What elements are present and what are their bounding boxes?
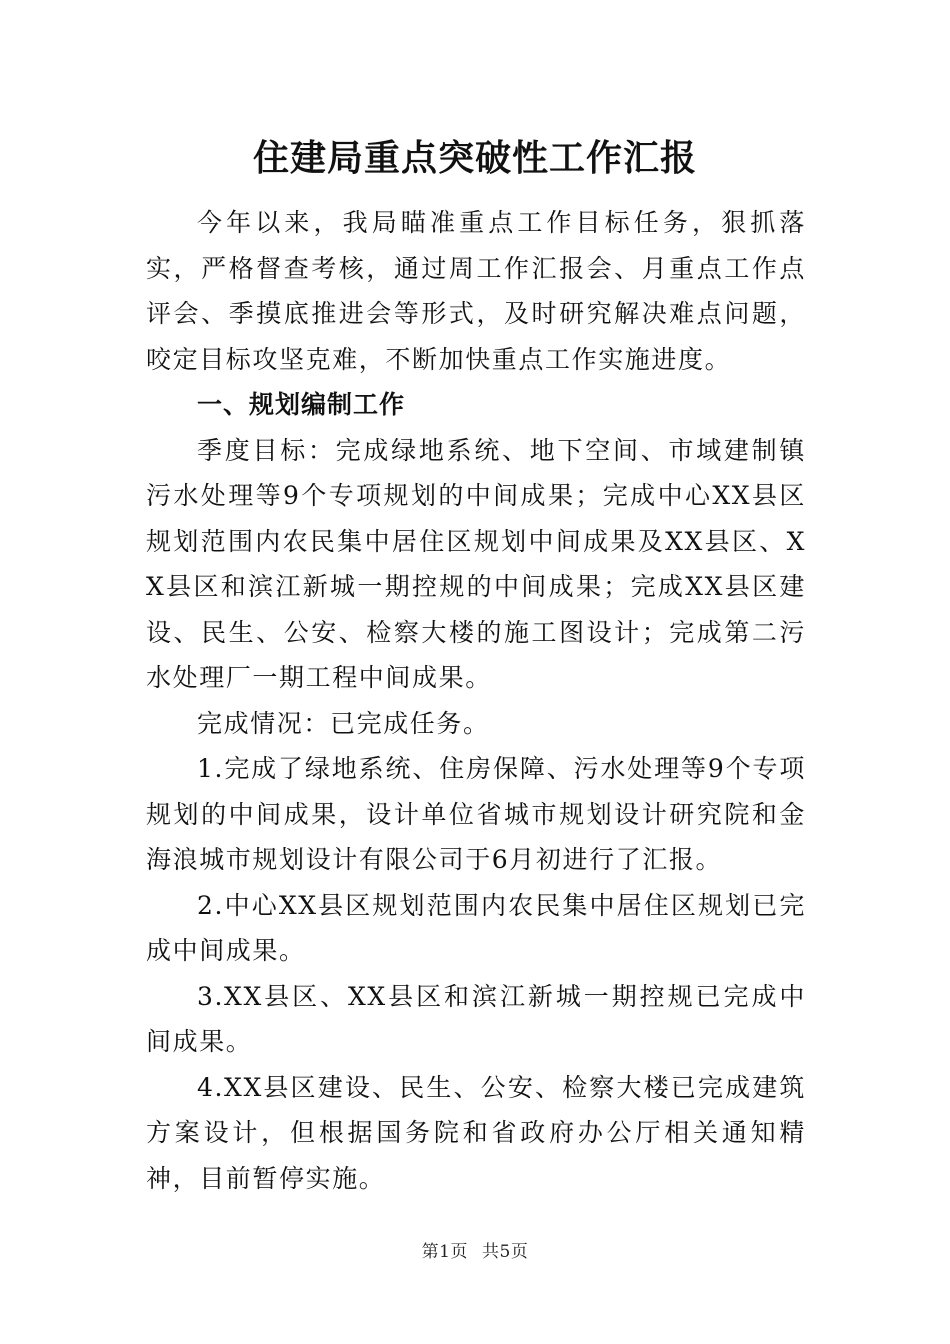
document-body xyxy=(146,200,806,1201)
page-title: 住建局重点突破性工作汇报 xyxy=(252,137,697,179)
quarterly-goal-paragraph: 季度目标：完成绿地系统、地下空间、市域建制镇污水处理等9个专项规划的中间成果；完成中心XX县区规划范围内农民集中居住区规划中间成果及XX县区、XX县区和滨江新城一期控规的中间成果；完成XX县区建设、民生、公安、检察大楼的施工图设计；完成第二污水处理厂一期工程中间成果。 xyxy=(146,435,806,692)
page-number: 第1页 xyxy=(421,1242,468,1262)
section-heading: 一、规划编制工作 xyxy=(197,390,406,419)
list-item-2: 2.中心XX县区规划范围内农民集中居住区规划已完成中间成果。 xyxy=(146,890,806,965)
list-item-4: 4.XX县区建设、民生、公安、检察大楼已完成建筑方案设计，但根据国务院和省政府办公厅相关通知精神，目前暂停实施。 xyxy=(146,1072,806,1193)
intro-paragraph: 今年以来，我局瞄准重点工作目标任务，狠抓落实，严格督查考核，通过周工作汇报会、月重点工作点评会、季摸底推进会等形式，及时研究解决难点问题，咬定目标攻坚克难，不断加快重点工作实施进度。 xyxy=(146,208,806,374)
page-footer xyxy=(0,1240,950,1264)
page-total: 共5页 xyxy=(482,1242,529,1262)
list-item-3: 3.XX县区、XX县区和滨江新城一期控规已完成中间成果。 xyxy=(146,981,806,1056)
completion-status-paragraph: 完成情况：已完成任务。 xyxy=(197,708,490,738)
list-item-1: 1.完成了绿地系统、住房保障、污水处理等9个专项规划的中间成果，设计单位省城市规划设计研究院和金海浪城市规划设计有限公司于6月初进行了汇报。 xyxy=(146,754,806,874)
